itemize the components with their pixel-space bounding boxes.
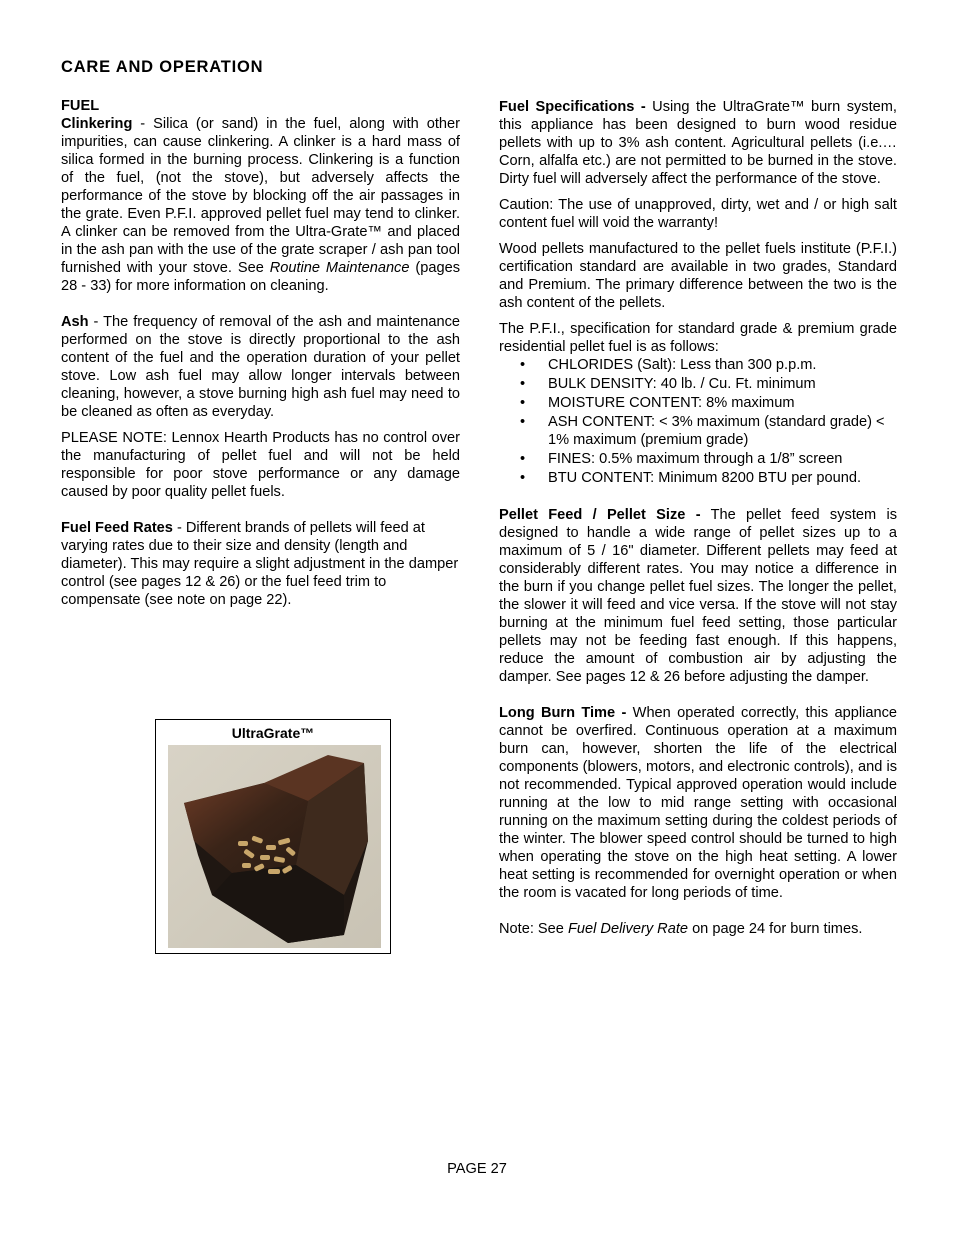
ash-text: - The frequency of removal of the ash and maintenance performed on the stove is directly proportional to the ash content of the fuel and the operation duration of your pellet stove. Low ash fuel may allow longer intervals between cleaning, however, a stove burning high ash fuel may need to be cleaned as often as everyday.	[61, 314, 460, 420]
list-item: • BTU CONTENT: Minimum 8200 BTU per pound.	[520, 470, 862, 486]
list-item: • BULK DENSITY: 40 lb. / Cu. Ft. minimum	[520, 376, 816, 392]
page-number: PAGE 27	[447, 1161, 507, 1177]
fuel-feed-paragraph	[61, 519, 460, 609]
bullet-icon: •	[520, 395, 526, 411]
clinkering-term: Clinkering	[61, 116, 133, 132]
fuel-specs-term: Fuel Specifications -	[499, 99, 646, 115]
bullet-icon: •	[520, 451, 526, 467]
clinkering-text-a: - Silica (or sand) in the fuel, along with other impurities, can cause clinkering. A clinker is a hard mass of silica formed in the burning process. Clinkering is a function of the fuel, (not the stove), but adversely affects the performance of the stove by blocking off the air passages in the grate. Even P.F.I. approved pellet fuel may tend to clinker. A clinker can be removed from the Ultra-Grate™ and placed in the ash pan with the use of the grate scraper / ash pan tool furnished with your stove. See	[61, 116, 460, 276]
right-column	[499, 98, 897, 938]
list-item: • MOISTURE CONTENT: 8% maximum	[520, 395, 795, 411]
section-title: CARE AND OPERATION	[61, 58, 264, 76]
ash-term: Ash	[61, 314, 89, 330]
ultragrate-figure	[155, 719, 391, 954]
clinkering-text-b: (pages 28 - 33) for more information on cleaning.	[61, 260, 460, 294]
note-suffix: on page 24 for burn times.	[688, 921, 863, 937]
fuel-delivery-rate-ref: Fuel Delivery Rate	[567, 921, 689, 937]
pellet-feed-paragraph	[499, 506, 897, 686]
fuel-feed-term: Fuel Feed Rates	[61, 520, 173, 536]
fuel-heading: FUEL	[61, 98, 100, 114]
note-prefix: Note: See	[499, 921, 568, 937]
long-burn-term: Long Burn Time -	[499, 705, 627, 721]
clinkering-paragraph	[61, 115, 460, 295]
long-burn-text: When operated correctly, this appliance cannot be overfired. Continuous operation at a maximum burn can, however, shorten the life of the electrical components (blowers, motors, and electronic controls), and is not recommended. Typical approved operation would include running at the low to mid range setting with occasional running on the maximum setting during the coldest periods of the winter. The blower speed control should be turned to high when operating the stove on the high heat setting. A lower heat setting is recommended for overnight operation or when the room is vacated for long periods of time.	[499, 705, 898, 901]
bullet-icon: •	[520, 470, 526, 486]
fuel-specs-paragraph	[499, 98, 897, 188]
long-burn-paragraph	[499, 704, 897, 902]
wood-pellets-paragraph: Wood pellets manufactured to the pellet fuels institute (P.F.I.) certification standard are available in two grades, Standard and Premium. The primary difference between the two is the ash content of the pellets.	[499, 241, 897, 311]
pfi-intro-paragraph: The P.F.I., specification for standard grade & premium grade residential pellet fuel is as follows:	[499, 321, 897, 355]
routine-maintenance-ref: Routine Maintenance	[269, 260, 410, 276]
fuel-specs-text: Using the UltraGrate™ burn system, this appliance has been designed to burn wood residue pellets with up to 3% ash content. Agricultural pellets (i.e.… Corn, alfalfa etc.) are not permitted to be burned in the stove. Dirty fuel will adversely affect the performance of the stove.	[499, 99, 897, 187]
figure-caption: UltraGrate™	[231, 725, 315, 741]
fuel-feed-text: - Different brands of pellets will feed at varying rates due to their size and density (length and diameter). This may require a slight adjustment in the damper control (see pages 12 & 26) or the fuel feed trim to compensate (see note on page 22).	[61, 520, 459, 608]
ultragrate-photo	[168, 745, 381, 948]
caution-paragraph: Caution: The use of unapproved, dirty, wet and / or high salt content fuel will void the warranty!	[499, 197, 897, 231]
pellet-feed-term: Pellet Feed / Pellet Size -	[499, 507, 701, 523]
bullet-icon: •	[520, 414, 526, 430]
ash-paragraph	[61, 313, 460, 421]
list-item: • CHLORIDES (Salt): Less than 300 p.p.m.	[520, 357, 817, 373]
please-note-paragraph: PLEASE NOTE: Lennox Hearth Products has no control over the manufacturing of pellet fuel and will not be held responsible for poor stove performance or any damage caused by poor quality pellet fuels.	[61, 430, 460, 500]
list-item: • ASH CONTENT: < 3% maximum (standard grade) < 1% maximum (premium grade)	[520, 414, 885, 448]
pellet-feed-text: The pellet feed system is designed to handle a wide range of pellet sizes up to a maximum of 5 / 16" diameter. Different pellets may feed at considerably different rates. You may notice a difference in the burn if you change pellet fuel sizes. The longer the pellet, the slower it will feed and vice versa. If the stove will not stay burning at the minimum fuel feed setting, those particular pellets may not be feeding fast enough. If this happens, reduce the amount of combustion air by adjusting the damper. See pages 12 & 26 before adjusting the damper.	[499, 507, 897, 685]
pfi-spec-list	[499, 356, 897, 487]
note-paragraph	[499, 920, 897, 938]
bullet-icon: •	[520, 357, 526, 373]
left-column	[61, 97, 460, 609]
list-item: • FINES: 0.5% maximum through a 1/8” screen	[520, 451, 843, 467]
bullet-icon: •	[520, 376, 526, 392]
